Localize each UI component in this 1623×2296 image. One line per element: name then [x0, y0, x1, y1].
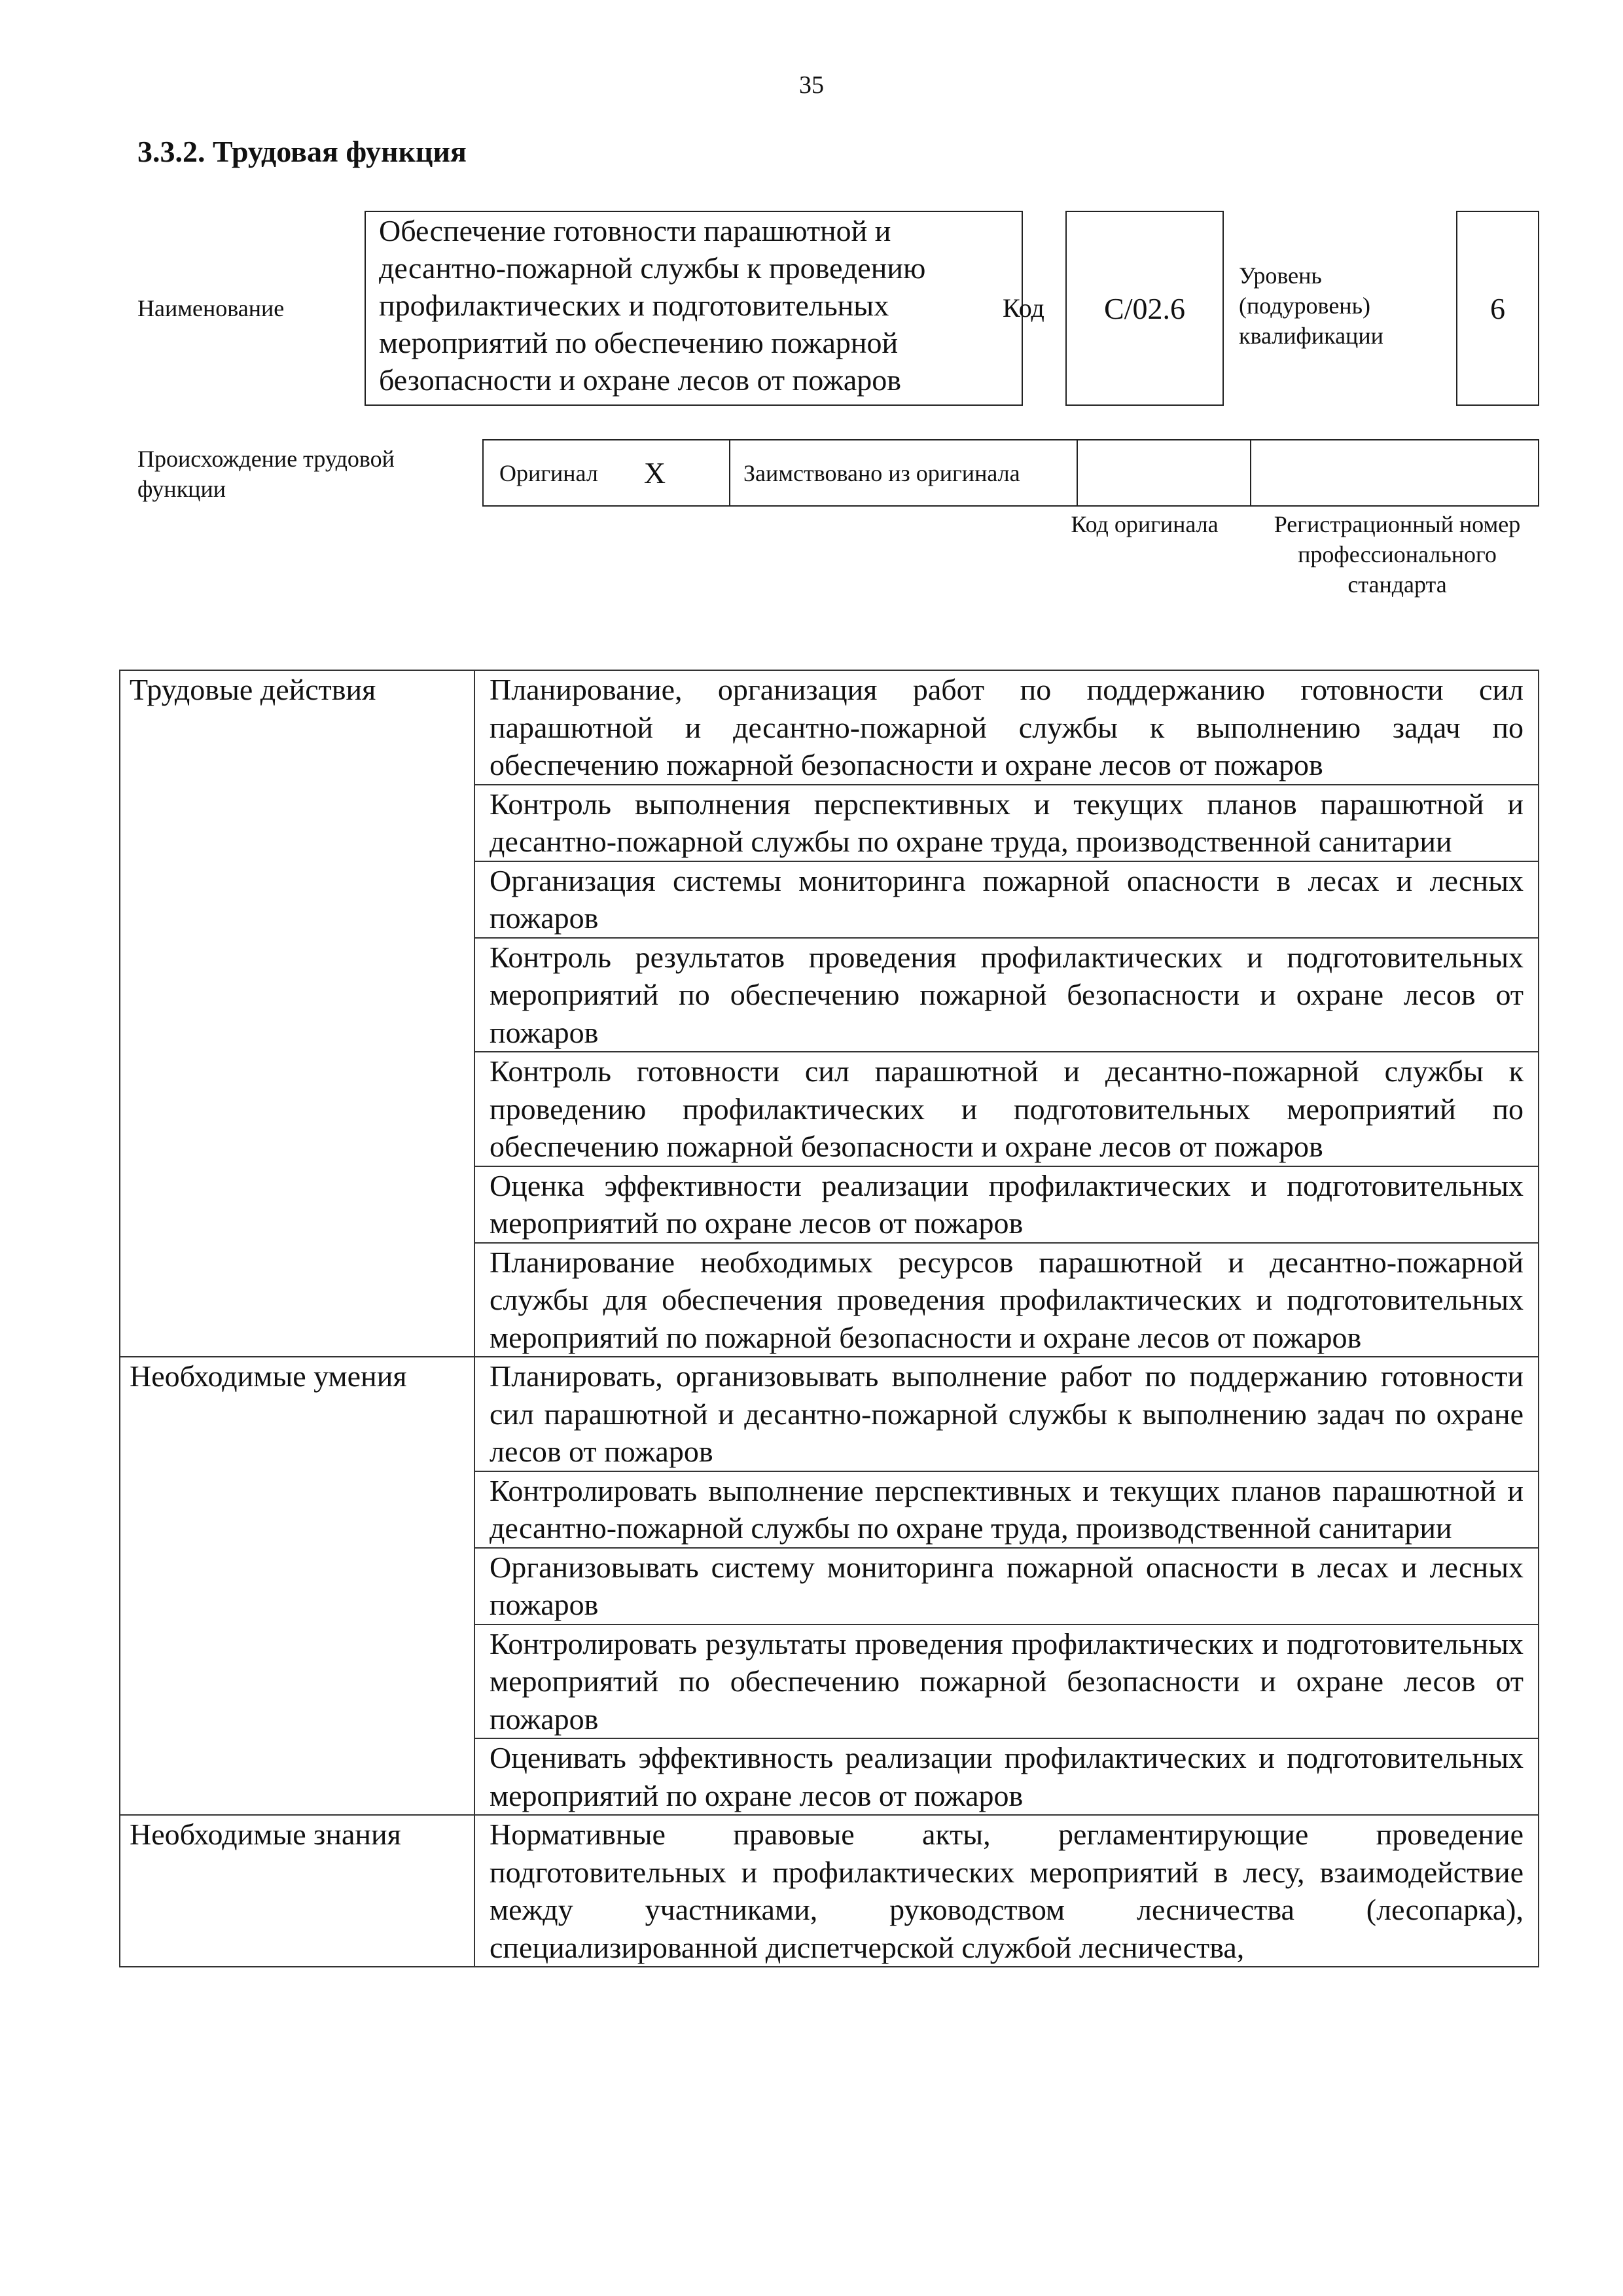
table-cell: Контроль результатов проведения профилактических и подготовительных мероприятий по обеспечению пожарной безопасности и охране лесов от пожаров: [474, 938, 1539, 1052]
table-cell: Контроль выполнения перспективных и текущих планов парашютной и десантно-пожарной службы по охране труда, производственной санитарии: [474, 785, 1539, 861]
borrowed-cell: [730, 440, 1078, 505]
origin-label: Происхождение трудовой функции: [137, 446, 395, 502]
level-label: Уровень (подуровень) квалификации: [1239, 262, 1383, 349]
section-title: 3.3.2. Трудовая функция: [137, 135, 467, 168]
code-box: [1065, 211, 1224, 406]
original-mark: X: [643, 456, 666, 490]
requirements-table: [119, 670, 1539, 1967]
table-cell: Оценивать эффективность реализации профилактических и подготовительных мероприятий по охране лесов от пожаров: [474, 1738, 1539, 1815]
table-cell: Планирование необходимых ресурсов парашютной и десантно-пожарной службы для обеспечения проведения профилактических и подготовительных мероприятий по пожарной безопасности и охране лесов от пожаров: [474, 1243, 1539, 1357]
level-value: 6: [1490, 291, 1505, 325]
function-name-box: [365, 211, 1023, 406]
original-cell: [484, 440, 730, 505]
original-code-caption: Код оригинала: [1071, 511, 1219, 537]
table-cell: Контролировать результаты проведения профилактических и подготовительных мероприятий по обеспечению пожарной безопасности и охране лесов от пожаров: [474, 1624, 1539, 1739]
table-cell: Организация системы мониторинга пожарной опасности в лесах и лесных пожаров: [474, 861, 1539, 938]
page-number: 35: [799, 71, 824, 99]
table-cell: Нормативные правовые акты, регламентирующие проведение подготовительных и профилактических мероприятий в лесу, взаимодействие между участниками, руководством лесничества (лесопарка), специализированной диспетчерской службой лесничества,: [474, 1815, 1539, 1967]
function-name-value: Обеспечение готовности парашютной и десантно-пожарной службы к проведению профилактических и подготовительных мероприятий по обеспечению пожарной безопасности и охране лесов от пожаров: [379, 214, 926, 397]
category-cell: Трудовые действия: [120, 670, 474, 1357]
name-label: Наименование: [137, 295, 285, 321]
table-cell: Планировать, организовывать выполнение работ по поддержанию готовности сил парашютной и десантно-пожарной службы к выполнению задач по охране лесов от пожаров: [474, 1357, 1539, 1471]
borrowed-label: Заимствовано из оригинала: [743, 459, 1020, 486]
category-cell: Необходимые умения: [120, 1357, 474, 1815]
table-cell: Организовывать систему мониторинга пожарной опасности в лесах и лесных пожаров: [474, 1548, 1539, 1624]
original-label: Оригинал: [499, 459, 598, 486]
table-cell: Контроль готовности сил парашютной и десантно-пожарной службы к проведению профилактических и подготовительных мероприятий по обеспечению пожарной безопасности и охране лесов от пожаров: [474, 1052, 1539, 1166]
code-label: Код: [1003, 293, 1044, 323]
table-row: [120, 1357, 1539, 1471]
original-code-cell: [1078, 440, 1251, 505]
category-cell: Необходимые знания: [120, 1815, 474, 1967]
table-cell: Контролировать выполнение перспективных и текущих планов парашютной и десантно-пожарной службы по охране труда, производственной санитарии: [474, 1471, 1539, 1548]
reg-number-caption: Регистрационный номер профессионального стандарта: [1274, 511, 1521, 598]
table-cell: Планирование, организация работ по поддержанию готовности сил парашютной и десантно-пожарной службы к выполнению задач по обеспечению пожарной безопасности и охране лесов от пожаров: [474, 670, 1539, 785]
reg-number-cell: [1251, 440, 1538, 505]
table-row: [120, 1815, 1539, 1967]
table-row: [120, 670, 1539, 785]
table-cell: Оценка эффективности реализации профилактических и подготовительных мероприятий по охране лесов от пожаров: [474, 1166, 1539, 1243]
code-value: C/02.6: [1104, 291, 1185, 325]
origin-row: [482, 439, 1539, 507]
level-box: [1456, 211, 1539, 406]
